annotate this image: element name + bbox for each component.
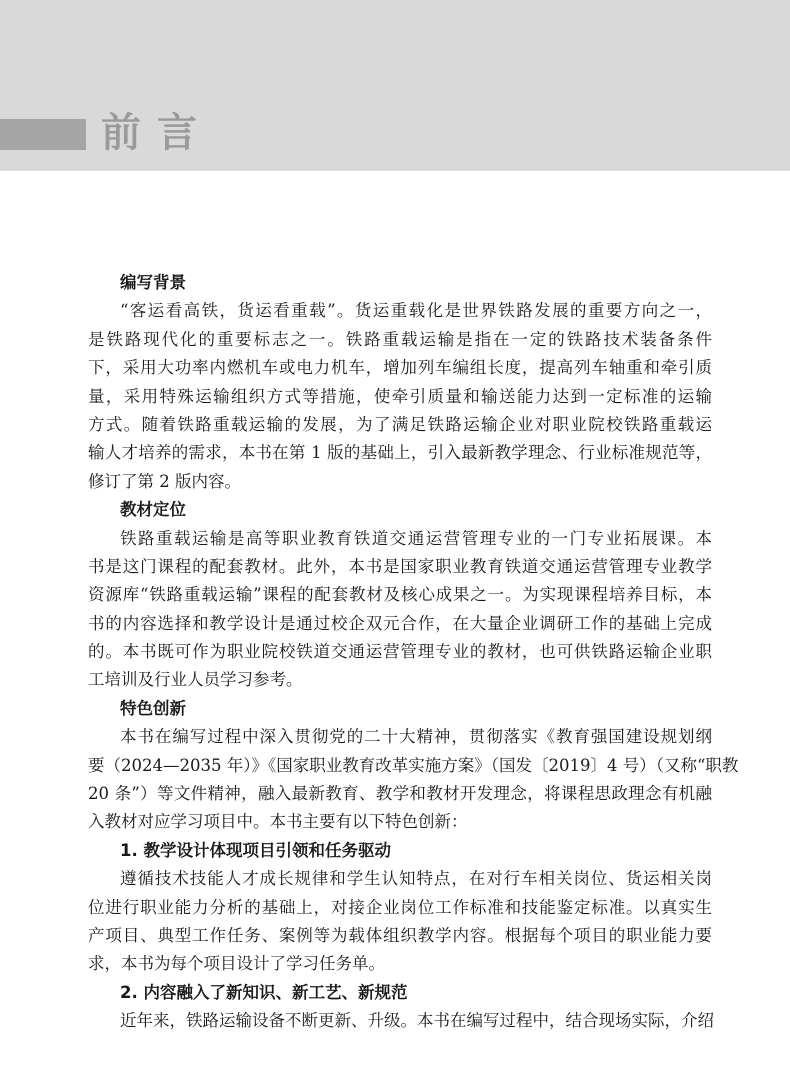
paragraph-line: 是铁路现代化的重要标志之一。铁路重载运输是指在一定的铁路技术装备条件 [88,329,712,349]
paragraph-line: 书的内容选择和教学设计是通过校企双元合作，在大量企业调研工作的基础上完成 [88,613,712,633]
paragraph-line: 方式。随着铁路重载运输的发展，为了满足铁路运输企业对职业院校铁路重载运 [88,414,712,434]
paragraph-line: 近年来，铁路运输设备不断更新、升级。本书在编写过程中，结合现场实际，介绍 [120,1011,714,1031]
paragraph-line: 下，采用大功率内燃机车或电力机车，增加列车编组长度，提高列车轴重和牵引质 [88,358,712,378]
paragraph-line: “客运看高铁，货运看重载”。货运重载化是世界铁路发展的重要方向之一， [120,301,712,321]
paragraph-line: 资源库“铁路重载运输”课程的配套教材及核心成果之一。为实现课程培养目标，本 [88,585,712,605]
section-heading: 特色创新 [120,698,186,718]
paragraph-line: 量，采用特殊运输组织方式等措施，使牵引质量和输送能力达到一定标准的运输 [88,386,712,406]
paragraph-line: 入教材对应学习项目中。本书主要有以下特色创新： [88,812,468,832]
paragraph-line: 要（2024—2035 年）》《国家职业教育改革实施方案》（国发〔2019〕4 号）（又称“职教 [88,755,739,775]
paragraph-line: 求，本书为每个项目设计了学习任务单。 [88,954,385,974]
paragraph-line: 工培训及行业人员学习参考。 [88,670,303,690]
header-accent-bar [0,119,86,150]
paragraph-line: 铁路重载运输是高等职业教育铁道交通运营管理专业的一门专业拓展课。本 [120,528,712,548]
section-heading: 编写背景 [120,273,186,292]
paragraph-line: 位进行职业能力分析的基础上，对接企业岗位工作标准和技能鉴定标准。以真实生 [88,897,712,917]
page-title: 前言 [101,110,213,156]
paragraph-line: 本书在编写过程中深入贯彻党的二十大精神，贯彻落实《教育强国建设规划纲 [120,727,712,747]
paragraph-line: 的。本书既可作为职业院校铁道交通运营管理专业的教材，也可供铁路运输企业职 [88,642,712,662]
paragraph-line: 20 条”）等文件精神，融入最新教育、教学和教材开发理念，将课程思政理念有机融 [88,784,712,804]
paragraph-line: 产项目、典型工作任务、案例等为载体组织教学内容。根据每个项目的职业能力要 [88,925,712,945]
paragraph-line: 书是这门课程的配套教材。此外，本书是国家职业教育铁道交通运营管理专业教学 [88,556,712,576]
paragraph-line: 遵循技术技能人才成长规律和学生认知特点，在对行车相关岗位、货运相关岗 [120,869,712,889]
section-heading: 2. 内容融入了新知识、新工艺、新规范 [120,982,408,1002]
section-heading: 教材定位 [120,500,186,520]
section-heading: 1. 教学设计体现项目引领和任务驱动 [120,840,391,860]
preface-body [88,269,739,1036]
paragraph-line: 修订了第 2 版内容。 [88,471,241,491]
paragraph-line: 输人才培养的需求，本书在第 1 版的基础上，引入最新教学理念、行业标准规范等， [88,443,712,463]
